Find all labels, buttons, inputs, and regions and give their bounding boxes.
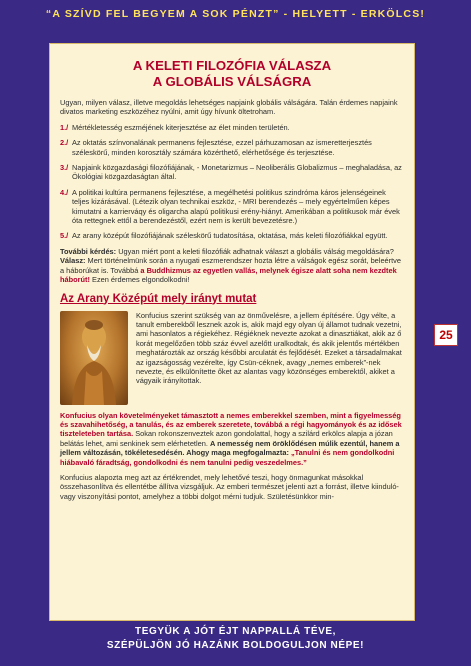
answer-text: Mert történelmünk során a nyugati eszmerendszer hozta létre a válságok egész sorát, beleértve a háborúkat is. Továbbá (60, 256, 401, 275)
requirements-tail: ben tartása. (91, 429, 134, 439)
article-card (49, 43, 415, 621)
statue-icon (60, 311, 128, 405)
section-text: Konfucius szerint szükség van az önművelésre, a jellem építésére. Úgy vélte, a tanult emberekből lesznek azok is, akik majd egy olyan új államot tudnak vezetni, ami hasonlatos a régiekéhez. Régiéknek nevezte azokat a dinasztiákat, akik az ő korát megelőzően több száz évvel azelőtt uralkodtak, és akik jelentős mértékben meghatározták az ország későbbi arculatát és fejlődését. Ezeket a társadalmakat az igazságosság vezérelte, így Csün-céknek, avagy „nemes emberek”-nek nevezte, és elkülönítette őket az alantas vagy közönséges emberektől, akiket a vágyaik irányítottak. (136, 310, 402, 386)
article-title (60, 58, 404, 90)
list-item (60, 138, 404, 157)
bottom-banner (0, 625, 471, 653)
list-item (60, 188, 404, 226)
title-line-1: A KELETI FILOZÓFIA VÁLASZA (132, 58, 332, 73)
item-text: A politikai kultúra permanens fejlesztése, a megélhetési politikus szindróma káros jelenségeinek teljes kizárásával. (Létezik olyan technikai eszköz, - MRI berendezés – mely egyértelműen képes kimutatni a karrierváqy és oligarcha alapú politikusi erény-hiányt. Amerikában a politikusok már évek óta rettegnek ettől a berendezéstől, ezért nem is került bevezetésre.) (72, 187, 400, 226)
item-text: Az arany középút filozófiájának széleskörű tudatosítása, oktatása, más keleti filozófiákkal együtt. (72, 231, 388, 241)
section-title: Az Arany Középút mely irányt mutat (60, 292, 257, 305)
confucius-statue-image (60, 311, 128, 405)
item-text: Az oktatás színvonalának permanens fejlesztése, ezzel párhuzamosan az ismeretterjesztés széleskörű, minden korosztály számára közérthető, elérhetősége és terjesztése. (72, 138, 372, 157)
numbered-list (60, 123, 404, 241)
further-label: További kérdés: (60, 246, 117, 256)
answer-highlight: a Buddhizmus az egyetlen vallás, melynek égisze alatt soha nem kezdtek háborút! (60, 265, 397, 285)
page-number: 25 (434, 324, 458, 346)
bottom-line-1: TEGYÜK A JÓT ÉJT NAPPALLÁ TÉVE, (134, 626, 337, 637)
list-item (60, 123, 404, 132)
last-paragraph: Konfucius alapozta meg azt az értékrendet, mely lehetővé teszi, hogy önmagunkat másokkal összehasonlítva és ellentétbe állítva vizsgáljuk. Az emberi természet jelenti azt a forrást, illetve kiinduló- vagy viszonyítási pontot, amelyhez a többi dolgot mérni tudjuk. Születésünkkor min- (60, 472, 399, 501)
further-question (60, 247, 404, 285)
intro-paragraph: Ugyan, milyen válasz, illetve megoldás lehetséges napjaink globális válságára. Talán érdemes napjaink divatos marketing eszközéhez nyúlni, amit úgy hívunk öltetroham. (60, 98, 398, 117)
item-number: 1./ (60, 122, 69, 132)
item-text: Napjaink közgazdasági filozófiájának, - Monetarizmus – Neoliberális Globalizmus – meghaladása, az Ökológiai közgazdaságtan által. (72, 163, 402, 182)
answer-label: Válasz: (60, 256, 86, 266)
confucius-section (60, 311, 404, 405)
values-paragraph (60, 411, 404, 467)
requirements-text: Konfucius olyan követelményeket támasztott a nemes emberekkel szemben, mint a figyelmesség és szavahihetőség, a tanulás, és az emberek szeretete, továbbá a régi hagyományok és az idősek tisztelete (60, 410, 402, 439)
item-number: 4./ (60, 187, 69, 197)
bold-text: A nemesség nem öröklődésen múlik ezentúl, hanem a jellem változásán, tökéletesedésén. Ahogy maga megfogalmazta: (60, 438, 400, 458)
bottom-line-2: SZÉPÜLJÖN JÓ HAZÁNK BOLDOGULJON NÉPE! (106, 640, 365, 651)
item-number: 3./ (60, 163, 69, 173)
item-text: Mértékletesség eszméjének kiterjesztése az élet minden területén. (72, 122, 290, 132)
mid-text: Sokan rokonszenveztek azon gondolattal, hogy a szilárd erkölcs alapja a józan belátás lehet, ami senkinek sem elérhetetlen. (60, 429, 393, 448)
item-number: 5./ (60, 231, 69, 241)
quote-text: „Tanulni és nem gondolkodni hiábavaló fáradtság, gondolkodni és nem tanulni pedig veszedelmes.” (60, 448, 395, 467)
further-text: Ugyan miért pont a keleti filozófiák adhatnak választ a globális válság megoldására? (116, 246, 394, 256)
list-item (60, 231, 404, 240)
list-item (60, 163, 404, 182)
top-banner: “A SZÍVD FEL BEGYEM A SOK PÉNZT” - HELYETT - ERKÖLCS! (45, 8, 426, 20)
title-line-2: A GLOBÁLIS VÁLSÁGRA (152, 74, 312, 89)
item-number: 2./ (60, 138, 69, 148)
answer-end: Ezen érdemes elgondolkodni! (89, 275, 190, 285)
